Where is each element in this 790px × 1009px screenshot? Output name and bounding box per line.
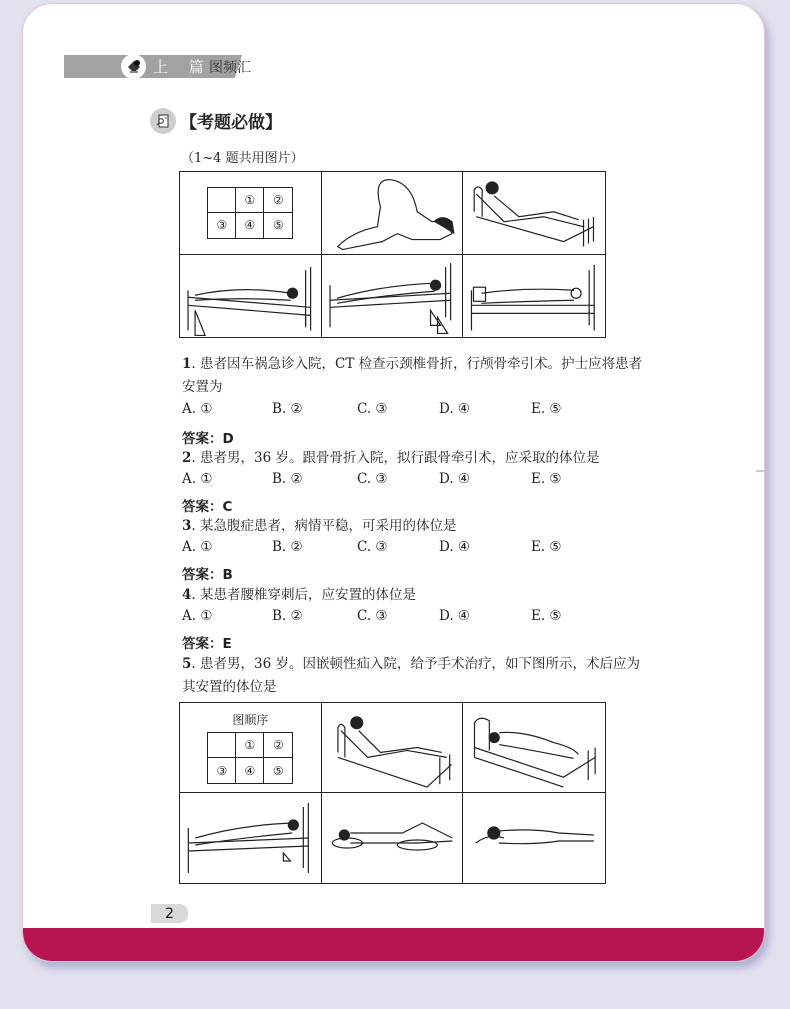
question-text: 患者男，36 岁。跟骨骨折入院，拟行跟骨牵引术，应采取的体位是 [200, 450, 600, 466]
options-q1 [182, 401, 622, 423]
answer-q4: 答案：E [182, 636, 232, 652]
book-page [22, 3, 765, 962]
option-d[interactable]: D. ④ [439, 539, 471, 555]
question-number: 3 [182, 518, 192, 534]
reverse-trendelenburg-position-illustration [322, 255, 464, 338]
footer-band [23, 928, 764, 961]
option-c[interactable]: C. ③ [357, 539, 388, 555]
legend-slot: ② [264, 733, 292, 758]
legend-slot [208, 733, 236, 758]
figure-positions-2 [179, 702, 606, 884]
book-logo-icon [121, 54, 146, 79]
question-5: 5. 患者男，36 岁。因嵌顿性疝入院，给予手术治疗，如下图所示，术后应为其安置的体位是 [182, 656, 640, 695]
question-4: 4. 某患者腰椎穿刺后，应安置的体位是 [182, 587, 416, 603]
semi-fowler-position-illustration [322, 703, 464, 793]
question-3: 3. 某急腹症患者，病情平稳，可采用的体位是 [182, 518, 457, 534]
legend-slot: ⑤ [272, 763, 284, 778]
lateral-position-illustration [463, 703, 605, 793]
page-number: 2 [151, 904, 188, 923]
legend-slot [208, 188, 236, 213]
legend-slot: ④ [236, 758, 264, 783]
option-d[interactable]: D. ④ [439, 471, 471, 487]
option-c[interactable]: C. ③ [357, 401, 388, 417]
option-a[interactable]: A. ① [182, 401, 213, 417]
option-d[interactable]: D. ④ [439, 401, 471, 417]
option-d[interactable]: D. ④ [439, 608, 471, 624]
answer-q3: 答案：B [182, 567, 233, 583]
option-e[interactable]: E. ⑤ [531, 471, 562, 487]
legend-slot: ⑤ [272, 218, 284, 233]
options-q3 [182, 539, 622, 561]
legend-title: 图顺序 [232, 713, 269, 727]
knee-chest-position-illustration [322, 172, 464, 255]
semi-fowler-position-illustration [463, 172, 605, 255]
legend-cell [180, 703, 322, 793]
question-1: 1. 患者因车祸急诊入院，CT 检查示颈椎骨折，行颅骨牵引术。护士应将患者安置为 [182, 356, 643, 395]
figure-positions-1 [179, 171, 606, 338]
options-q4 [182, 608, 622, 630]
option-c[interactable]: C. ③ [357, 471, 388, 487]
option-b[interactable]: B. ② [272, 608, 303, 624]
chapter-part-label: 上 篇 [153, 58, 212, 76]
legend-cell [180, 172, 322, 255]
legend-slot: ④ [236, 213, 264, 238]
legend-grid [207, 187, 293, 239]
option-a[interactable]: A. ① [182, 608, 213, 624]
option-e[interactable]: E. ⑤ [531, 608, 562, 624]
supine-knees-bent-position-illustration [322, 793, 464, 883]
question-2: 2. 患者男，36 岁。跟骨骨折入院，拟行跟骨牵引术，应采取的体位是 [182, 450, 600, 466]
option-b[interactable]: B. ② [272, 539, 303, 555]
option-e[interactable]: E. ⑤ [531, 401, 562, 417]
document-search-icon [150, 108, 176, 134]
question-number: 2 [182, 450, 192, 466]
question-text: 患者男，36 岁。因嵌顿性疝入院，给予手术治疗，如下图所示，术后应为其安置的体位是 [182, 656, 640, 695]
prone-position-illustration [463, 793, 605, 883]
question-number: 1 [182, 356, 192, 372]
legend-grid [207, 732, 293, 784]
legend-slot: ③ [208, 758, 236, 783]
option-b[interactable]: B. ② [272, 471, 303, 487]
option-a[interactable]: A. ① [182, 539, 213, 555]
section-title: 【考题必做】 [180, 113, 282, 133]
shared-figure-note: （1~4 题共用图片） [181, 151, 304, 166]
legend-slot: ① [236, 188, 264, 213]
supine-flat-position-illustration [463, 255, 605, 338]
question-text: 某患者腰椎穿刺后，应安置的体位是 [200, 587, 416, 603]
options-q2 [182, 471, 622, 493]
legend-slot: ① [236, 733, 264, 758]
option-b[interactable]: B. ② [272, 401, 303, 417]
option-e[interactable]: E. ⑤ [531, 539, 562, 555]
question-number: 4 [182, 587, 192, 603]
trendelenburg-position-illustration [180, 255, 322, 338]
answer-q1: 答案：D [182, 431, 234, 447]
chapter-section-label: 图频汇 [209, 60, 251, 76]
legend-slot: ② [264, 188, 292, 213]
question-text: 某急腹症患者，病情平稳，可采用的体位是 [200, 518, 457, 534]
option-a[interactable]: A. ① [182, 471, 213, 487]
question-text: 患者因车祸急诊入院，CT 检查示颈椎骨折，行颅骨牵引术。护士应将患者安置为 [182, 356, 643, 395]
registration-mark-icon [756, 462, 765, 480]
question-number: 5 [182, 656, 192, 672]
trendelenburg-position-illustration [180, 793, 322, 883]
answer-q2: 答案：C [182, 499, 233, 515]
legend-slot: ③ [208, 213, 236, 238]
option-c[interactable]: C. ③ [357, 608, 388, 624]
